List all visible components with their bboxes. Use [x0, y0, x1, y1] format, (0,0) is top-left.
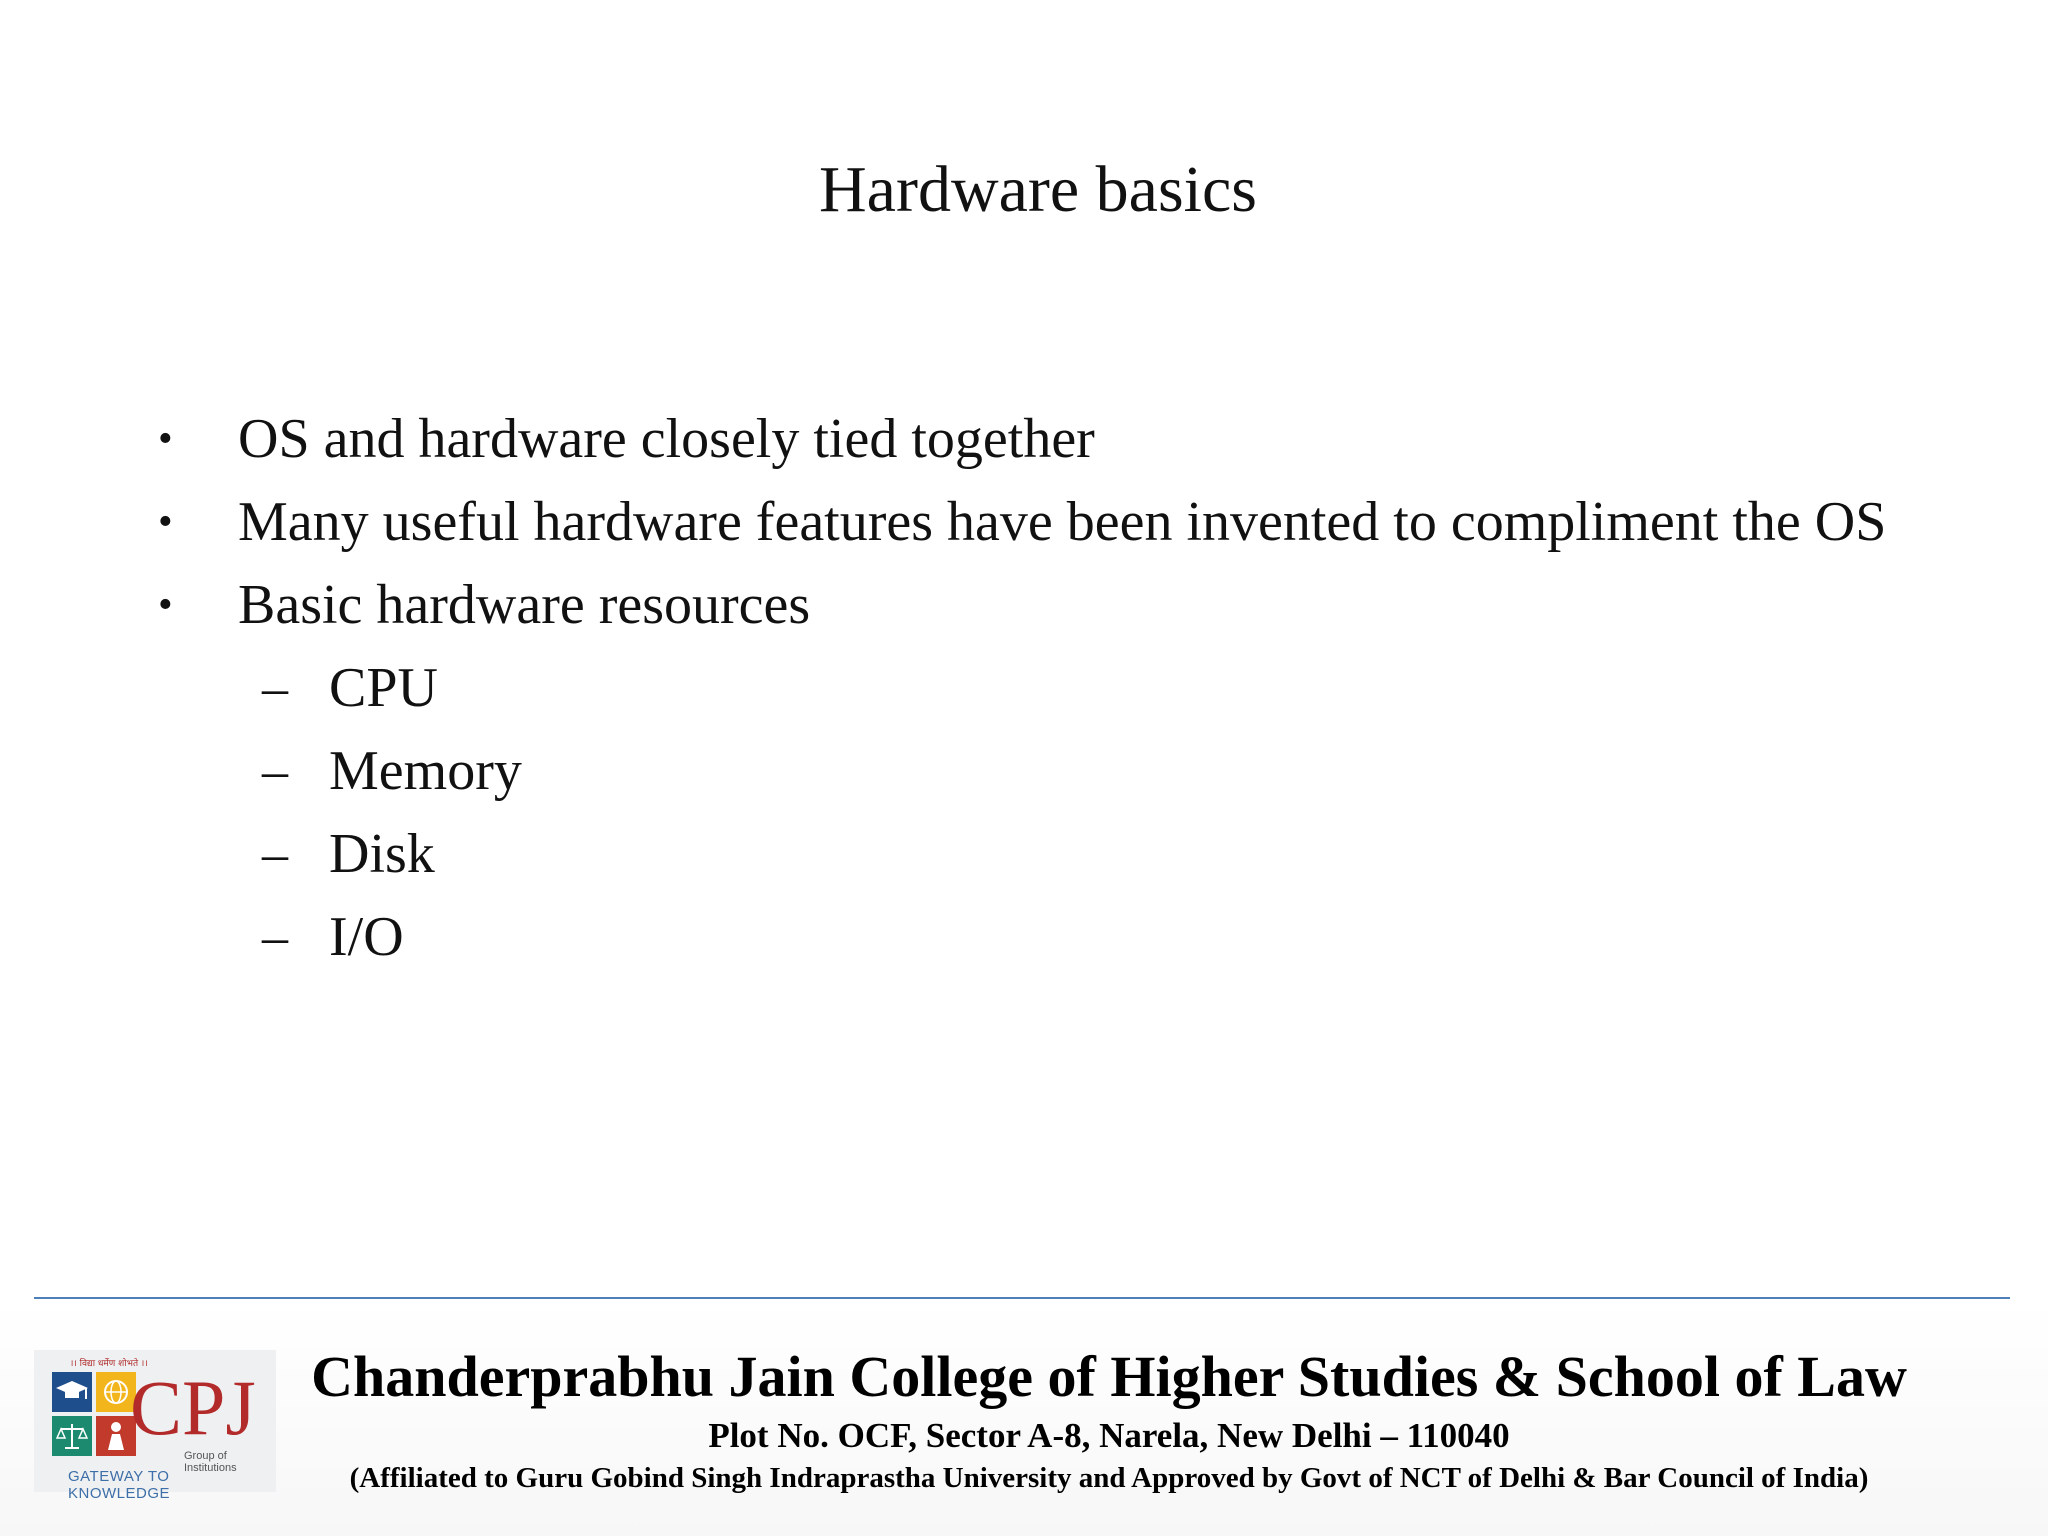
college-address: Plot No. OCF, Sector A-8, Narela, New Delhi – 110040 — [708, 1416, 1510, 1455]
sub-bullet-text: CPU — [329, 657, 438, 719]
graduation-cap-icon — [52, 1372, 92, 1412]
bullet-item — [0, 398, 2048, 481]
sub-bullet-marker: – — [262, 743, 288, 800]
sub-bullet-marker: – — [262, 826, 288, 883]
bullet-text: OS and hardware closely tied together — [238, 408, 1095, 470]
bullet-marker: • — [158, 499, 173, 545]
sub-bullet-text: Disk — [329, 823, 435, 885]
bullet-item — [0, 564, 2048, 647]
bullet-text: Basic hardware resources — [238, 574, 811, 636]
sub-bullet-item — [0, 896, 2048, 979]
logo-gateway-text: GATEWAY TO KNOWLEDGE — [68, 1468, 171, 1502]
bullet-marker: • — [158, 416, 173, 462]
sub-bullet-item — [0, 647, 2048, 730]
logo-letters: CPJ — [130, 1364, 256, 1451]
bullet-item — [0, 481, 2048, 564]
sub-bullet-text: I/O — [329, 906, 404, 968]
scales-icon — [52, 1416, 92, 1456]
bullet-marker: • — [158, 582, 173, 628]
bullet-list — [0, 398, 2048, 979]
college-affiliation: (Affiliated to Guru Gobind Singh Indraprastha University and Approved by Govt of NCT of Delhi & Bar Council of India) — [349, 1462, 1869, 1494]
college-name: Chanderprabhu Jain College of Higher Studies & School of Law — [311, 1344, 1907, 1409]
footer-divider — [34, 1297, 2010, 1299]
college-logo — [34, 1350, 276, 1502]
sub-bullet-text: Memory — [329, 740, 522, 802]
bullet-text: Many useful hardware features have been invented to compliment the OS — [238, 491, 1887, 553]
sub-bullet-item — [0, 813, 2048, 896]
logo-motto: ।। विद्या धर्मेण शोभते ।। — [70, 1359, 148, 1369]
slide-title: Hardware basics — [819, 153, 1257, 226]
sub-bullet-item — [0, 730, 2048, 813]
sub-bullet-marker: – — [262, 909, 288, 966]
logo-group-text: Group of Institutions — [184, 1450, 237, 1474]
sub-bullet-marker: – — [262, 660, 288, 717]
